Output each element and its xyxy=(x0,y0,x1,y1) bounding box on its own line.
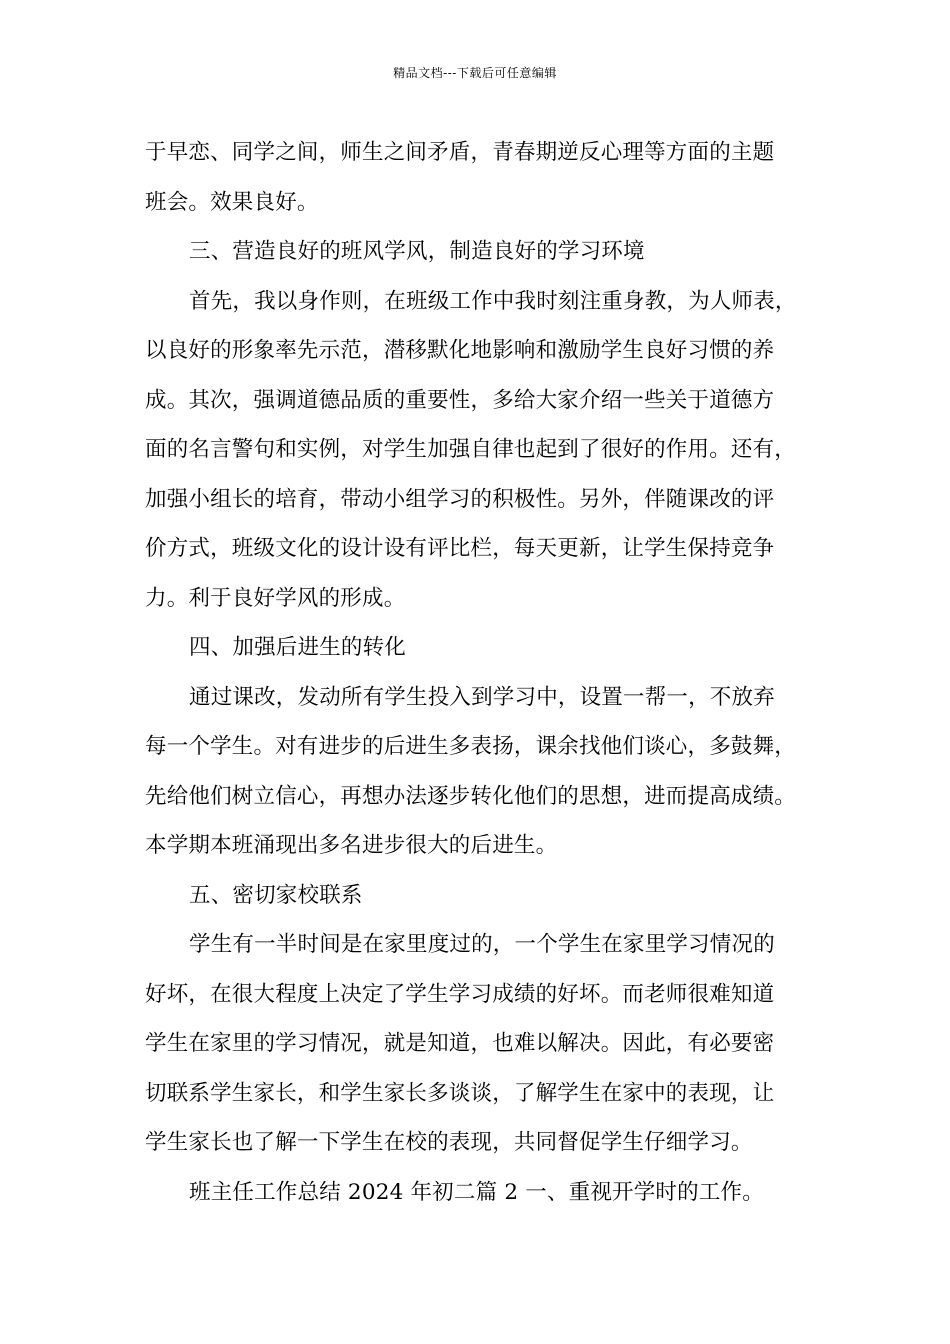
section-heading: 三、营造良好的班风学风，制造良好的学习环境 xyxy=(189,239,645,264)
text-line: 面的名言警句和实例，对学生加强自律也起到了很好的作用。还有， xyxy=(145,437,797,462)
text-line: 先给他们树立信心，再想办法逐步转化他们的思想，进而提高成绩。 xyxy=(145,783,797,809)
text-line: 本学期本班涌现出多名进步很大的后进生。 xyxy=(145,833,558,858)
text-line: 切联系学生家长，和学生家长多谈谈，了解学生在家中的表现，让 xyxy=(145,1080,775,1106)
text-line: 首先，我以身作则，在班级工作中我时刻注重身教，为人师表， xyxy=(189,288,797,314)
section-heading: 四、加强后进生的转化 xyxy=(189,635,407,660)
page-header: 精品文档---下载后可任意编辑 xyxy=(393,66,557,80)
text-line: 加强小组长的培育，带动小组学习的积极性。另外，伴随课改的评 xyxy=(145,486,775,512)
text-line: 以良好的形象率先示范，潜移默化地影响和激励学生良好习惯的养 xyxy=(145,338,775,363)
text-line: 学生有一半时间是在家里度过的，一个学生在家里学习情况的 xyxy=(189,932,775,957)
text-line: 价方式，班级文化的设计设有评比栏，每天更新，让学生保持竞争 xyxy=(145,536,775,561)
text-line: 班会。效果良好。 xyxy=(145,189,319,215)
text-line: 通过课改，发动所有学生投入到学习中，设置一帮一，不放弃 xyxy=(189,684,775,710)
document-body xyxy=(145,128,825,1217)
text-line: 学生家长也了解一下学生在校的表现，共同督促学生仔细学习。 xyxy=(145,1130,753,1155)
text-line: 班主任工作总结 2024 年初二篇 2 一、重视开学时的工作。 xyxy=(189,1179,764,1205)
section-heading: 五、密切家校联系 xyxy=(189,882,363,908)
text-line: 学生在家里的学习情况，就是知道，也难以解决。因此，有必要密 xyxy=(145,1031,775,1056)
text-line: 每一个学生。对有进步的后进生多表扬，课余找他们谈心，多鼓舞， xyxy=(145,734,797,759)
text-line: 成。其次，强调道德品质的重要性，多给大家介绍一些关于道德方 xyxy=(145,387,775,413)
text-line: 力。利于良好学风的形成。 xyxy=(145,585,406,611)
text-line: 于早恋、同学之间，师生之间矛盾，青春期逆反心理等方面的主题 xyxy=(145,140,775,165)
text-line: 好坏，在很大程度上决定了学生学习成绩的好坏。而老师很难知道 xyxy=(145,981,775,1007)
